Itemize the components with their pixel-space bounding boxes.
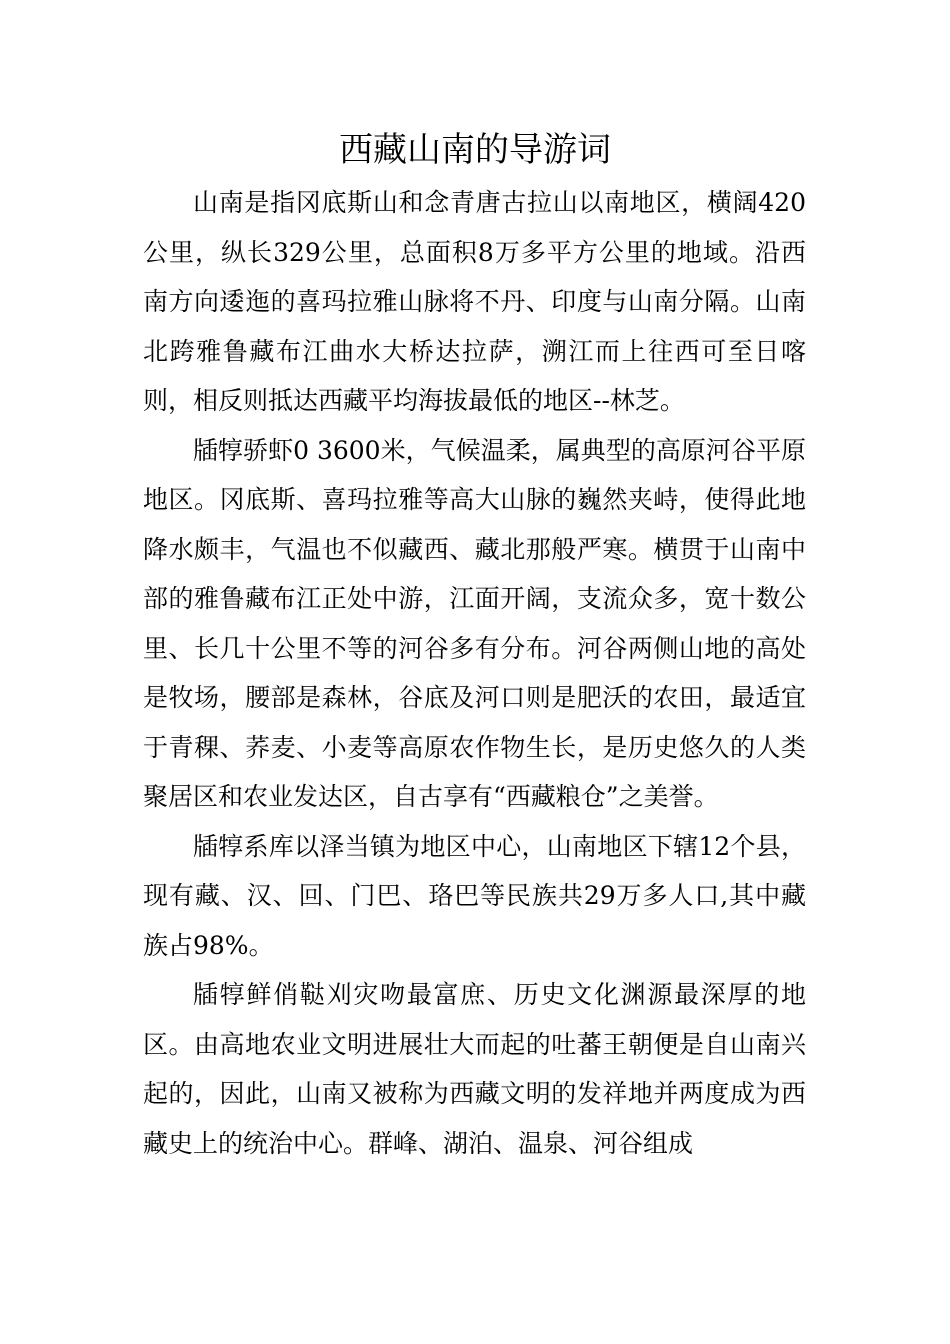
paragraph-4: 牐犉鲜俏鞑刈灾吻最富庶、历史文化渊源最深厚的地区。由高地农业文明进展壮大而起的吐蕃王朝便是自山南兴起的，因此，山南又被称为西藏文明的发祥地并两度成为西藏史上的统治中心。群峰、湖泊、温泉、河谷组成	[143, 980, 806, 1158]
paragraph-3: 牐犉系库以泽当镇为地区中心，山南地区下辖12个县，现有藏、汉、回、门巴、珞巴等民族共29万多人口,其中藏族占98%。	[143, 831, 806, 960]
document-title: 西藏山南的导游词	[339, 130, 611, 170]
paragraph-1: 山南是指冈底斯山和念青唐古拉山以南地区，横阔420公里，纵长329公里，总面积8万多平方公里的地域。沿西南方向逶迤的喜玛拉雅山脉将不丹、印度与山南分隔。山南北跨雅鲁藏布江曲水大桥达拉萨，溯江而上往西可至日喀则，相反则抵达西藏平均海拔最低的地区--林芝。	[143, 188, 806, 415]
document-body	[143, 178, 806, 1168]
paragraph-2: 牐犉骄虾0 3600米，气候温柔，属典型的高原河谷平原地区。冈底斯、喜玛拉雅等高大山脉的巍然夹峙，使得此地降水颇丰，气温也不似藏西、藏北那般严寒。横贯于山南中部的雅鲁藏布江正处中游，江面开阔，支流众多，宽十数公里、长几十公里不等的河谷多有分布。河谷两侧山地的高处是牧场，腰部是森林，谷底及河口则是肥沃的农田，最适宜于青稞、荞麦、小麦等高原农作物生长，是历史悠久的人类聚居区和农业发达区，自古享有“西藏粮仓”之美誉。	[143, 435, 806, 811]
